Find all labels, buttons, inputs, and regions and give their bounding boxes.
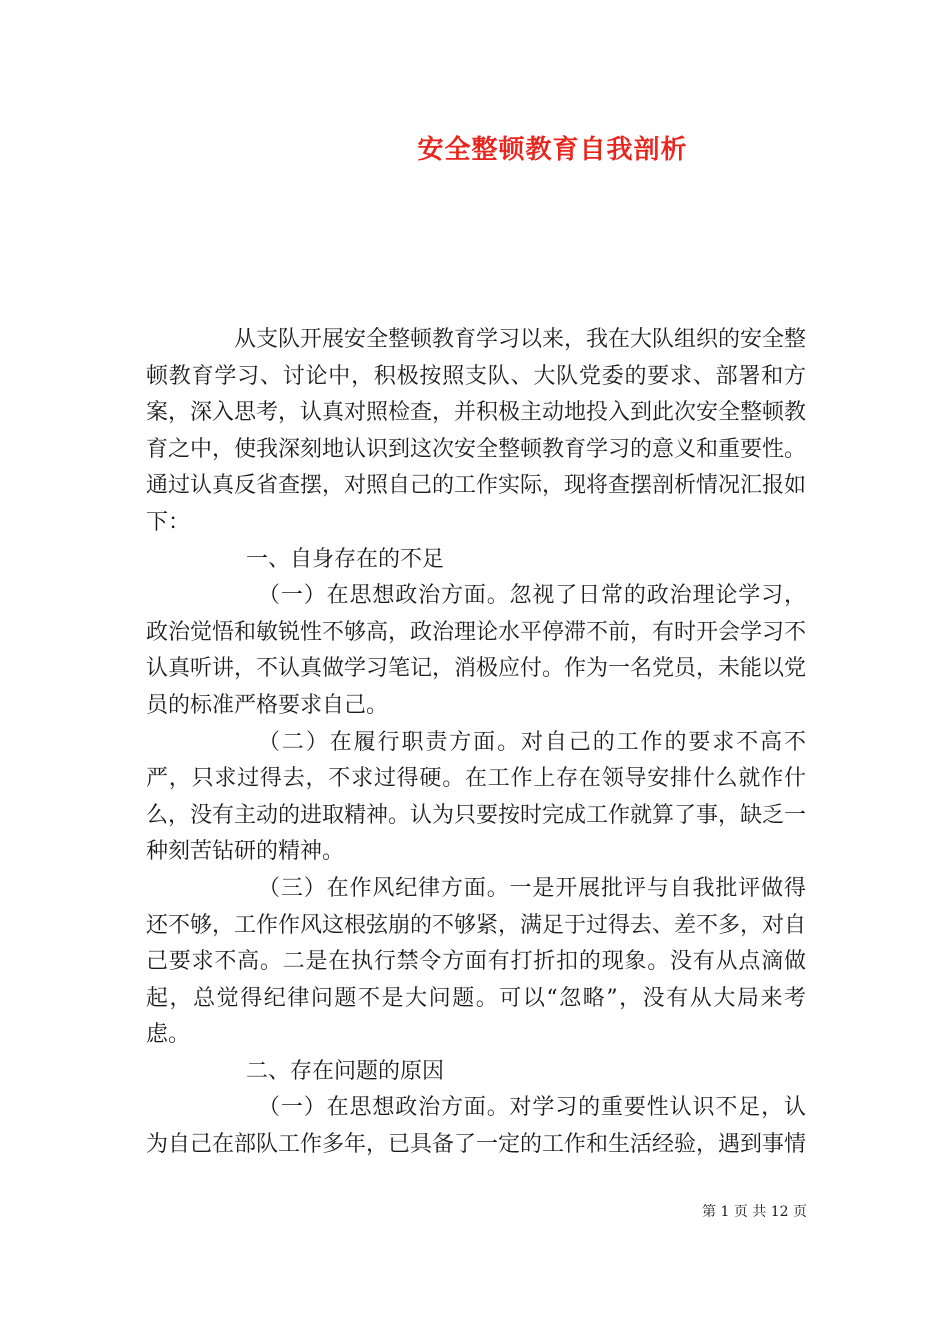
- subsection-paragraph: （一）在思想政治方面。忽视了日常的政治理论学习，政治觉悟和敏锐性不够高，政治理论水平停滞不前，有时开会学习不认真听讲，不认真做学习笔记，消极应付。作为一名党员，未能以党员的标准严格要求自己。: [146, 583, 807, 718]
- page-number-footer: 第 1 页 共 12 页: [702, 1204, 807, 1220]
- section-heading-2: 二、存在问题的原因: [246, 1058, 445, 1084]
- subsection-paragraph: （三）在作风纪律方面。一是开展批评与自我批评做得还不够，工作作风这根弦崩的不够紧，满足于过得去、差不多，对自己要求不高。二是在执行禁令方面有打折扣的现象。没有从点滴做起，总觉得纪律问题不是大问题。可以“忽略”，没有从大局来考虑。: [146, 875, 807, 1048]
- document-body: [146, 322, 806, 1164]
- intro-paragraph: 从支队开展安全整顿教育学习以来，我在大队组织的安全整顿教育学习、讨论中，积极按照支队、大队党委的要求、部署和方案，深入思考，认真对照检查，并积极主动地投入到此次安全整顿教育之中，使我深刻地认识到这次安全整顿教育学习的意义和重要性。通过认真反省查摆，对照自己的工作实际，现将查摆剖析情况汇报如下：: [146, 327, 807, 535]
- document-title: 安全整顿教育自我剖析: [417, 135, 688, 165]
- subsection-paragraph: （一）在思想政治方面。对学习的重要性认识不足，认为自己在部队工作多年，已具备了一定的工作和生活经验，遇到事情: [146, 1095, 807, 1158]
- section-heading-1: 一、自身存在的不足: [246, 546, 445, 572]
- subsection-paragraph: （二）在履行职责方面。对自己的工作的要求不高不严，只求过得去，不求过得硬。在工作上存在领导安排什么就作什么，没有主动的进取精神。认为只要按时完成工作就算了事，缺乏一种刻苦钻研的精神。: [146, 729, 807, 865]
